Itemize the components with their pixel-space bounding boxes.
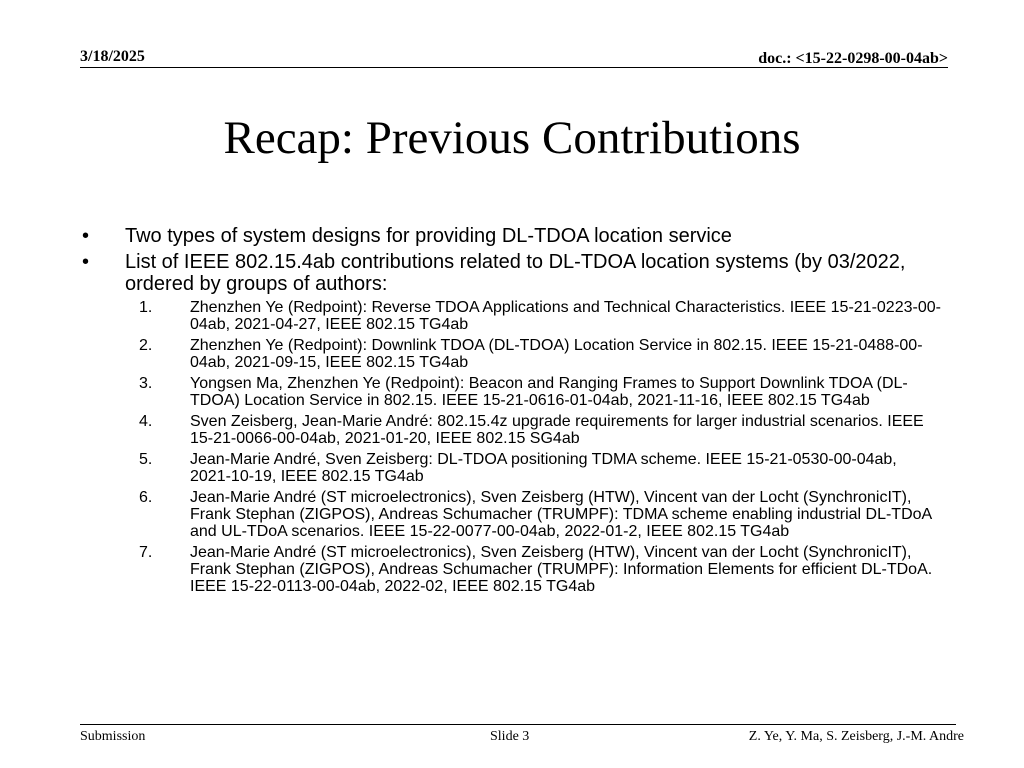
contribution-text: Jean-Marie André, Sven Zeisberg: DL-TDOA positioning TDMA scheme. IEEE 15-21-0530-00-04ab, 2021-10-19, IEEE 802.15 TG4ab — [190, 451, 897, 485]
contribution-item — [82, 451, 952, 485]
header-date: 3/18/2025 — [80, 48, 145, 65]
contribution-number: 4. — [139, 413, 153, 430]
contribution-text: Zhenzhen Ye (Redpoint): Reverse TDOA Applications and Technical Characteristics. IEEE 15-21-0223-00-04ab, 2021-04-27, IEEE 802.15 TG4ab — [190, 299, 941, 333]
slide-content — [82, 225, 952, 599]
contribution-text: Jean-Marie André (ST microelectronics), Sven Zeisberg (HTW), Vincent van der Locht (SynchronicIT), Frank Stephan (ZIGPOS), Andreas Schumacher (TRUMPF): Information Elements for efficient DL-TDoA. IEEE 15-22-0113-00-04ab, 2022-02, IEEE 802.15 TG4ab — [190, 544, 933, 595]
footer-divider — [80, 724, 956, 725]
contribution-item — [82, 299, 952, 333]
slide-title: Recap: Previous Contributions — [223, 112, 801, 164]
contribution-number: 1. — [139, 299, 153, 316]
contribution-number: 7. — [139, 544, 153, 561]
contribution-item — [82, 489, 952, 540]
header-divider — [80, 67, 948, 68]
bullet-dot-icon: • — [82, 251, 90, 273]
contribution-text: Jean-Marie André (ST microelectronics), Sven Zeisberg (HTW), Vincent van der Locht (SynchronicIT), Frank Stephan (ZIGPOS), Andreas Schumacher (TRUMPF): TDMA scheme enabling industrial DL-TDoA and UL-TDoA scenarios. IEEE 15-22-0077-00-04ab, 2022-01-2, IEEE 802.15 TG4ab — [190, 489, 932, 540]
contribution-number: 2. — [139, 337, 153, 354]
footer-authors: Z. Ye, Y. Ma, S. Zeisberg, J.-M. Andre — [748, 729, 964, 744]
contribution-text: Zhenzhen Ye (Redpoint): Downlink TDOA (DL-TDOA) Location Service in 802.15. IEEE 15-21-0488-00-04ab, 2021-09-15, IEEE 802.15 TG4ab — [190, 337, 923, 371]
bullet-text: Two types of system designs for providing DL-TDOA location service — [125, 225, 732, 247]
contribution-item — [82, 337, 952, 371]
contribution-number: 5. — [139, 451, 153, 468]
footer-submission: Submission — [80, 729, 146, 744]
contribution-text: Yongsen Ma, Zhenzhen Ye (Redpoint): Beacon and Ranging Frames to Support Downlink TDOA (DL-TDOA) Location Service in 802.15. IEEE 15-21-0616-01-04ab, 2021-11-16, IEEE 802.15 TG4ab — [190, 375, 908, 409]
bullet-item — [82, 251, 952, 295]
contribution-item — [82, 544, 952, 595]
footer-slide-number: Slide 3 — [490, 729, 530, 744]
contribution-item — [82, 413, 952, 447]
contribution-item — [82, 375, 952, 409]
bullet-item — [82, 225, 952, 247]
contribution-text: Sven Zeisberg, Jean-Marie André: 802.15.4z upgrade requirements for larger industrial scenarios. IEEE 15-21-0066-00-04ab, 2021-01-20, IEEE 802.15 SG4ab — [190, 413, 924, 447]
header-doc-id: doc.: <15-22-0298-00-04ab> — [758, 50, 948, 67]
bullet-dot-icon: • — [82, 225, 90, 247]
contribution-number: 3. — [139, 375, 153, 392]
bullet-text: List of IEEE 802.15.4ab contributions related to DL-TDOA location systems (by 03/2022, ordered by groups of authors: — [125, 251, 906, 295]
contribution-number: 6. — [139, 489, 153, 506]
